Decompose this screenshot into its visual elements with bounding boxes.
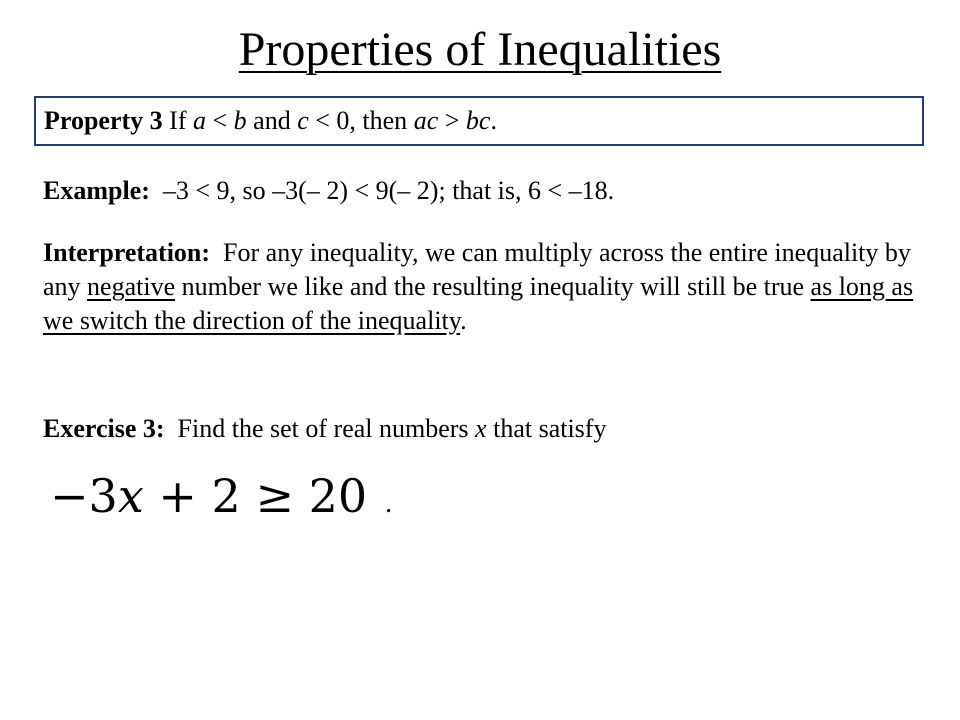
exercise-inequality (50, 466, 392, 534)
interpretation-paragraph (43, 236, 923, 338)
exercise-var-x: x (475, 414, 487, 443)
interpretation-text-2: number we like and the resulting inequality will still be true (175, 272, 811, 301)
property-var-a: a (192, 106, 206, 135)
property-var-ac: ac (413, 106, 439, 135)
exercise-text-1: Find the set of real numbers (164, 414, 476, 443)
property-text-5: > (438, 106, 466, 135)
inequality-rest: + 2 ≥ 20 (143, 469, 368, 523)
example-label: Example: (43, 176, 150, 205)
exercise-text-2: that satisfy (486, 414, 607, 443)
example-text: –3 < 9, so –3(– 2) < 9(– 2); that is, 6 < –18. (149, 176, 615, 205)
slide-title (0, 20, 960, 80)
property-var-b: b (233, 106, 247, 135)
property-text-1: If (169, 106, 193, 135)
interpretation-label: Interpretation: (43, 238, 211, 267)
property-var-c: c (297, 106, 309, 135)
inequality-period: . (385, 488, 393, 519)
property-text-2: < (205, 106, 234, 135)
example-line (43, 174, 614, 208)
property-var-bc: bc (465, 106, 491, 135)
interpretation-negative: negative (87, 272, 176, 301)
property-text-3: and (246, 106, 298, 135)
property-text-6: . (490, 106, 497, 135)
exercise-label: Exercise 3: (43, 414, 165, 443)
interpretation-text-1: For any inequality, we can multiply across the entire inequality by any (43, 238, 918, 301)
exercise-line (43, 412, 606, 446)
property-text-4: < 0, then (308, 106, 414, 135)
interpretation-text-3: . (460, 306, 467, 335)
inequality-lhs-coef: −3 (50, 469, 118, 523)
interpretation-condition: as long as we switch the direction of the inequality (43, 272, 914, 335)
property-box (34, 96, 924, 146)
property-label: Property 3 (44, 106, 163, 135)
inequality-var-x: x (117, 469, 144, 523)
slide-title-text: Properties of Inequalities (238, 23, 722, 76)
